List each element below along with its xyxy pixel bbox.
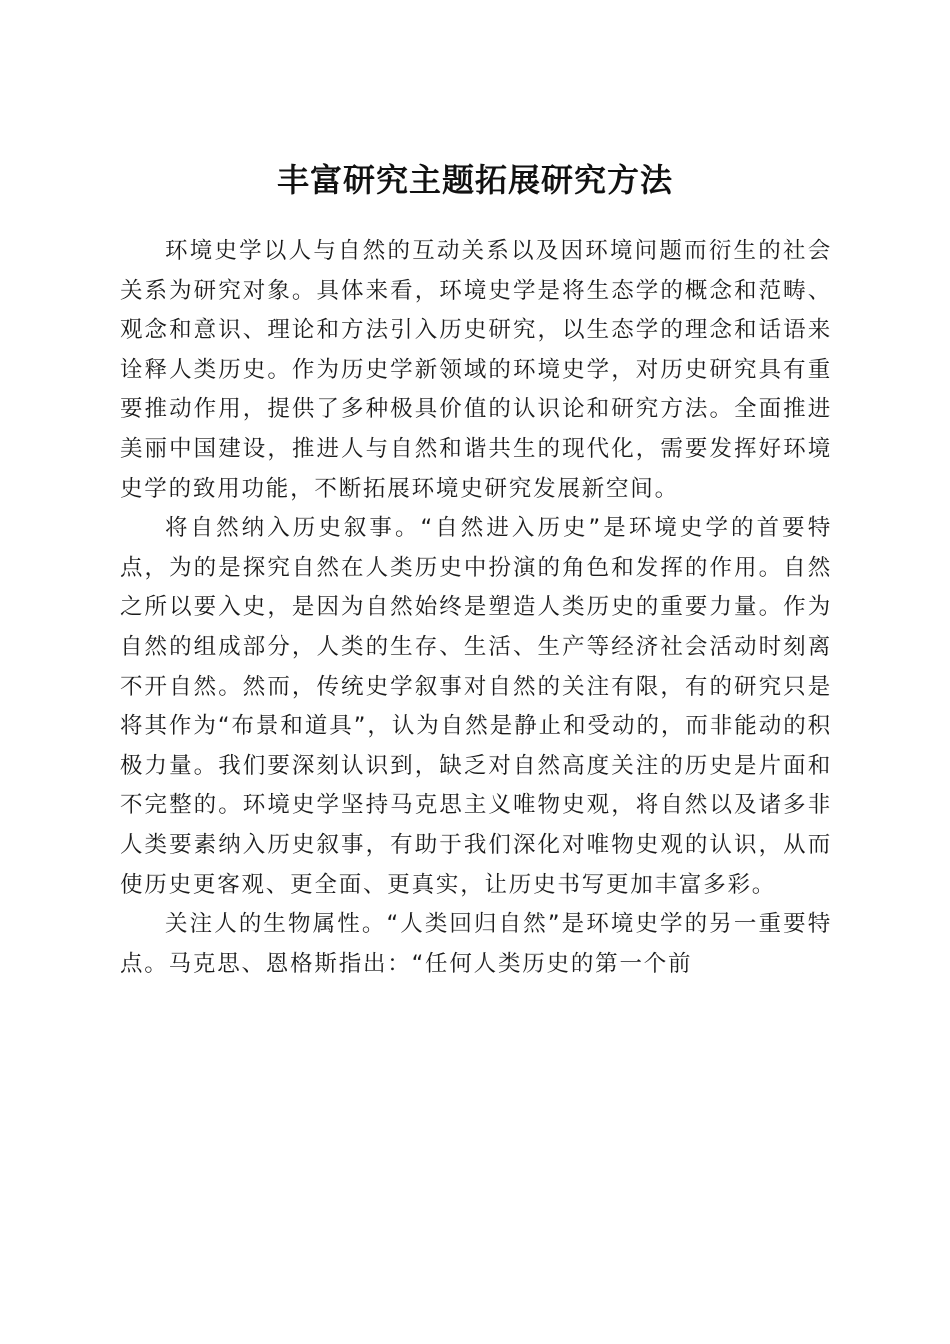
paragraph-2: 将自然纳入历史叙事。“自然进入历史”是环境史学的首要特点，为的是探究自然在人类历史中扮演的角色和发挥的作用。自然之所以要入史，是因为自然始终是塑造人类历史的重要力量。作为自然的组成部分，人类的生存、生活、生产等经济社会活动时刻离不开自然。然而，传统史学叙事对自然的关注有限，有的研究只是将其作为“布景和道具”，认为自然是静止和受动的，而非能动的积极力量。我们要深刻认识到，缺乏对自然高度关注的历史是片面和不完整的。环境史学坚持马克思主义唯物史观，将自然以及诸多非人类要素纳入历史叙事，有助于我们深化对唯物史观的认识，从而使历史更客观、更全面、更真实，让历史书写更加丰富多彩。 — [120, 515, 832, 898]
paragraph-1: 环境史学以人与自然的互动关系以及因环境问题而衍生的社会关系为研究对象。具体来看，环境史学是将生态学的概念和范畴、观念和意识、理论和方法引入历史研究，以生态学的理念和话语来诠释人类历史。作为历史学新领域的环境史学，对历史研究具有重要推动作用，提供了多种极具价值的认识论和研究方法。全面推进美丽中国建设，推进人与自然和谐共生的现代化，需要发挥好环境史学的致用功能，不断拓展环境史研究发展新空间。 — [120, 238, 832, 502]
document-title: 丰富研究主题拓展研究方法 — [276, 161, 673, 200]
paragraph-3: 关注人的生物属性。“人类回归自然”是环境史学的另一重要特点。马克思、恩格斯指出：“任何人类历史的第一个前 — [120, 911, 832, 977]
document-body — [120, 232, 832, 984]
